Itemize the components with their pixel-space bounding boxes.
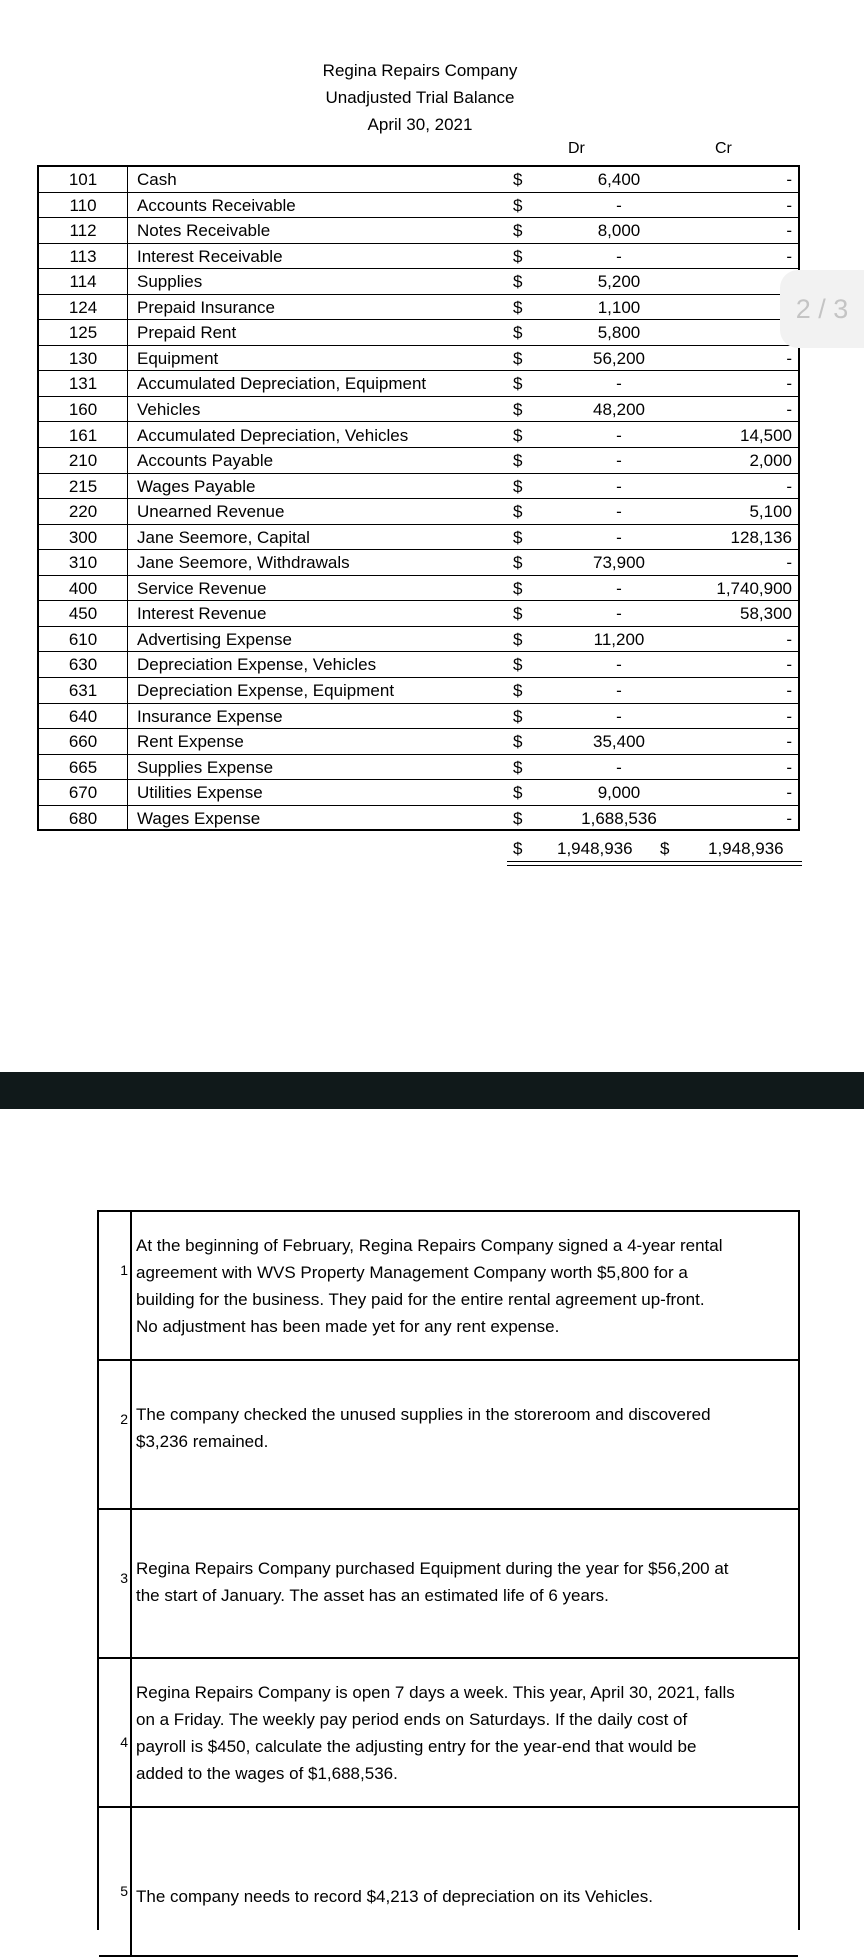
dollar-sign: $ [513,272,523,292]
account-number: 101 [68,170,98,189]
debit-amount: 9,000 [597,783,641,803]
item-number: 4 [120,1734,128,1750]
table-row [39,755,798,781]
account-number: 210 [68,451,98,471]
credit-amount: - [786,399,792,419]
credit-amount: 128,136 [730,527,792,547]
total-credit: 1,948,936 [708,839,784,858]
debit-amount: 73,900 [593,553,645,573]
total-credit-dollar-sign: $ [660,839,670,858]
account-number: 450 [68,604,98,624]
debit-amount: - [616,527,622,547]
account-number: 130 [68,348,98,368]
account-name: Interest Receivable [137,246,283,266]
debit-amount: - [616,757,622,777]
total-double-underline [507,865,802,866]
account-number: 110 [69,195,97,215]
item-number-cell [99,1808,132,1955]
account-name: Jane Seemore, Capital [137,527,310,547]
account-name: Vehicles [137,399,201,419]
account-number: 160 [68,399,98,419]
debit-amount: - [616,246,622,266]
account-name: Prepaid Rent [137,323,237,343]
dollar-sign: $ [513,808,523,828]
debit-amount: 1,100 [597,297,641,317]
account-name: Jane Seemore, Withdrawals [137,553,350,573]
dollar-sign: $ [513,681,523,700]
credit-amount: 14,500 [740,425,792,445]
page-divider-bar [0,1072,864,1109]
item-number-cell [99,1212,132,1359]
dollar-sign: $ [513,757,523,777]
credit-amount: - [786,553,792,573]
debit-amount: 11,200 [593,629,645,649]
credit-amount: - [786,629,792,649]
account-number: 660 [68,732,98,752]
credit-amount: - [786,706,792,726]
adjustments-table [97,1210,800,1930]
debit-amount: - [616,451,622,471]
account-name: Insurance Expense [137,706,283,726]
table-row [39,218,798,244]
table-row [39,499,798,525]
account-name: Notes Receivable [137,221,271,241]
item-text-line: payroll is $450, calculate the adjusting entry for the year-end that would be [136,1737,697,1756]
debit-amount: - [616,374,622,394]
credit-amount: - [786,476,792,496]
table-row [39,371,798,397]
item-text-line: The company needs to record $4,213 of depreciation on its Vehicles. [136,1887,653,1906]
account-number: 131 [68,374,98,394]
debit-column-header: Dr [568,140,585,157]
debit-amount: 1,688,536 [581,808,657,828]
item-text [136,1401,786,1455]
credit-amount: - [786,246,792,266]
account-number: 112 [69,221,97,241]
item-number-cell [99,1659,132,1806]
account-number: 640 [68,706,98,726]
dollar-sign: $ [513,629,523,649]
account-name: Accumulated Depreciation, Equipment [137,374,427,394]
item-text [136,1883,786,1910]
dollar-sign: $ [513,578,523,598]
debit-amount: - [616,604,622,624]
item-text-line: added to the wages of $1,688,536. [136,1764,398,1783]
debit-amount: - [616,195,622,215]
credit-amount: - [786,681,792,700]
dollar-sign: $ [513,221,523,241]
credit-amount: - [786,783,792,803]
credit-amount: 58,300 [740,604,792,624]
account-name: Supplies Expense [137,757,274,777]
account-name: Service Revenue [137,578,267,598]
account-name: Prepaid Insurance [137,297,275,317]
item-text [136,1679,786,1787]
account-name: Accounts Payable [137,451,274,471]
credit-amount: 1,740,900 [716,578,792,598]
dollar-sign: $ [513,706,523,726]
item-text-line: the start of January. The asset has an estimated life of 6 years. [136,1586,609,1605]
table-row [39,397,798,423]
credit-amount: 5,100 [749,502,792,522]
credit-amount: - [786,195,792,215]
credit-amount: - [786,808,792,828]
item-number-cell [99,1361,132,1508]
item-text [136,1555,786,1609]
dollar-sign: $ [513,655,523,675]
credit-amount: - [786,374,792,394]
account-name: Unearned Revenue [137,502,285,522]
account-number: 220 [68,502,98,522]
company-name: Regina Repairs Company [322,61,518,80]
dollar-sign: $ [513,502,523,522]
debit-amount: - [616,706,622,726]
debit-amount: - [616,502,622,522]
account-number: 631 [68,681,98,700]
item-text-line: No adjustment has been made yet for any rent expense. [136,1317,560,1336]
dollar-sign: $ [513,553,523,573]
credit-amount: - [786,732,792,752]
table-row [39,678,798,704]
item-text-line: agreement with WVS Property Management Company worth $5,800 for a [136,1263,688,1282]
table-row [39,346,798,372]
page-indicator: 2 / 3 [780,270,864,348]
dollar-sign: $ [513,170,523,189]
report-date: April 30, 2021 [367,115,473,134]
table-row [39,576,798,602]
item-number-cell [99,1510,132,1657]
table-row [39,780,798,806]
adjustment-item [99,1510,798,1659]
table-row [39,525,798,551]
table-row [39,601,798,627]
account-number: 310 [68,553,98,573]
dollar-sign: $ [513,732,523,752]
credit-amount: - [786,757,792,777]
item-text-line: Regina Repairs Company purchased Equipment during the year for $56,200 at [136,1559,729,1578]
table-row [39,244,798,270]
item-text-line: At the beginning of February, Regina Repairs Company signed a 4-year rental [136,1236,723,1255]
account-name: Cash [137,170,177,189]
credit-column-header: Cr [715,140,732,157]
table-row [39,729,798,755]
item-number: 3 [120,1570,128,1586]
account-number: 630 [68,655,98,675]
dollar-sign: $ [513,451,523,471]
debit-amount: - [616,681,622,700]
dollar-sign: $ [513,246,523,266]
dollar-sign: $ [513,323,523,343]
table-row [39,627,798,653]
table-row [39,423,798,449]
credit-amount: 2,000 [749,451,792,471]
account-name: Supplies [137,272,203,292]
dollar-sign: $ [513,604,523,624]
table-row [39,167,798,193]
debit-amount: 8,000 [597,221,641,241]
account-name: Depreciation Expense, Equipment [137,681,395,700]
debit-amount: 48,200 [593,399,645,419]
dollar-sign: $ [513,374,523,394]
total-debit-dollar-sign: $ [513,839,523,858]
totals-row [0,836,864,864]
account-name: Utilities Expense [137,783,263,803]
debit-amount: 5,800 [597,323,641,343]
account-name: Wages Payable [137,476,256,496]
account-number: 124 [68,297,98,317]
debit-amount: 5,200 [597,272,641,292]
table-row [39,295,798,321]
account-number: 114 [69,272,97,292]
item-text-line: on a Friday. The weekly pay period ends on Saturdays. If the daily cost of [136,1710,688,1729]
account-name: Equipment [137,348,219,368]
total-underline [507,861,802,862]
account-name: Interest Revenue [137,604,267,624]
debit-amount: 56,200 [593,348,645,368]
report-title: Unadjusted Trial Balance [325,88,515,107]
adjustment-item [99,1659,798,1808]
dollar-sign: $ [513,783,523,803]
item-text [136,1232,786,1340]
debit-amount: - [616,425,622,445]
dollar-sign: $ [513,297,523,317]
debit-amount: 35,400 [593,732,645,752]
account-number: 125 [68,323,98,343]
adjustment-item [99,1808,798,1957]
account-number: 300 [68,527,98,547]
account-number: 670 [68,783,98,803]
account-name: Accounts Receivable [137,195,296,215]
account-number: 610 [68,629,98,649]
trial-balance-table [37,165,800,831]
dollar-sign: $ [513,195,523,215]
debit-amount: - [616,655,622,675]
table-row [39,193,798,219]
item-text-line: building for the business. They paid for the entire rental agreement up-front. [136,1290,705,1309]
total-debit: 1,948,936 [557,839,633,858]
table-row [39,704,798,730]
debit-amount: 6,400 [597,170,641,189]
item-number: 2 [120,1411,128,1427]
dollar-sign: $ [513,348,523,368]
table-row [39,448,798,474]
table-row [39,550,798,576]
credit-amount: - [786,221,792,241]
table-row [39,652,798,678]
credit-amount: - [786,655,792,675]
credit-amount: - [786,348,792,368]
item-number: 1 [120,1262,128,1278]
table-row [39,269,798,295]
item-number: 5 [120,1883,128,1899]
account-number: 215 [68,476,98,496]
table-row [39,474,798,500]
dollar-sign: $ [513,425,523,445]
account-number: 665 [68,757,98,777]
account-number: 161 [68,425,98,445]
adjustment-item [99,1212,798,1361]
debit-amount: - [616,578,622,598]
debit-amount: - [616,476,622,496]
item-text-line: $3,236 remained. [136,1432,269,1451]
account-name: Advertising Expense [137,629,292,649]
account-number: 400 [68,578,98,598]
credit-amount: - [786,170,792,189]
table-row [39,806,798,832]
adjustment-item [99,1361,798,1510]
table-row [39,320,798,346]
account-number: 680 [68,808,98,828]
account-number: 113 [69,246,97,266]
dollar-sign: $ [513,527,523,547]
dollar-sign: $ [513,476,523,496]
item-text-line: The company checked the unused supplies in the storeroom and discovered [136,1405,711,1424]
dollar-sign: $ [513,399,523,419]
item-text-line: Regina Repairs Company is open 7 days a week. This year, April 30, 2021, falls [136,1683,735,1702]
account-name: Accumulated Depreciation, Vehicles [137,425,409,445]
account-name: Wages Expense [137,808,261,828]
account-name: Rent Expense [137,732,244,752]
account-name: Depreciation Expense, Vehicles [137,655,377,675]
